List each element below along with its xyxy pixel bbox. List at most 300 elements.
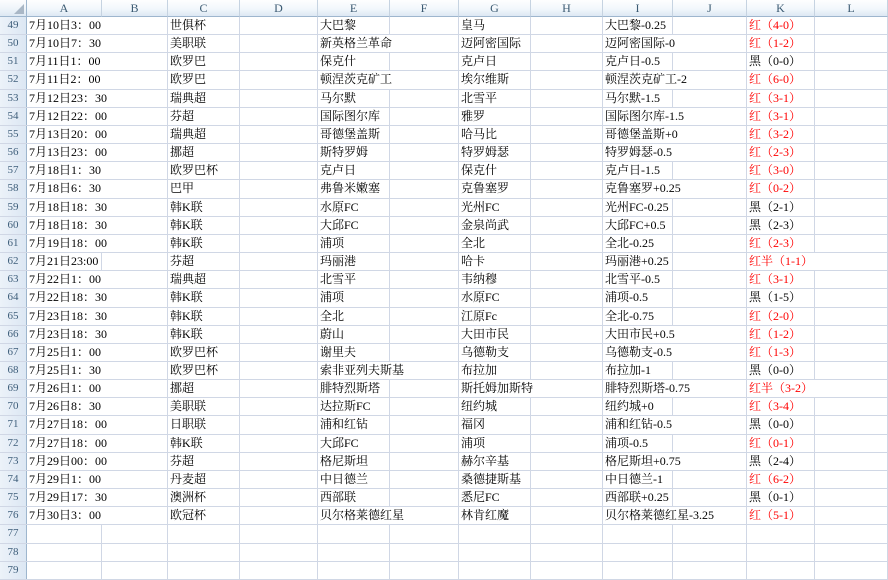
cell-K78[interactable] [747, 544, 815, 561]
cell-F74[interactable] [390, 471, 459, 488]
cell-L58[interactable] [815, 180, 888, 197]
cell-A54[interactable] [27, 108, 108, 125]
cell-I49[interactable] [603, 17, 673, 34]
cell-K75[interactable] [747, 489, 815, 506]
column-header-D[interactable]: D [240, 0, 318, 17]
cell-D51[interactable] [240, 53, 318, 70]
cell-B67[interactable] [102, 344, 168, 361]
cell-G77[interactable] [459, 525, 531, 542]
cell-A50[interactable] [27, 35, 102, 52]
cell-A52[interactable] [27, 71, 102, 88]
cell-K57[interactable] [747, 162, 815, 179]
row-header-50[interactable]: 50 [0, 35, 27, 52]
cell-G58[interactable] [459, 180, 531, 197]
cell-I59[interactable] [603, 199, 673, 216]
cell-E55[interactable] [318, 126, 390, 143]
cell-C77[interactable] [168, 525, 240, 542]
cell-F63[interactable] [390, 271, 459, 288]
column-header-F[interactable]: F [390, 0, 459, 17]
cell-F72[interactable] [390, 435, 459, 452]
cell-G72[interactable] [459, 435, 531, 452]
row-header-55[interactable]: 55 [0, 126, 27, 143]
row-header-62[interactable]: 62 [0, 253, 27, 270]
cell-H76[interactable] [531, 507, 603, 524]
row-header-58[interactable]: 58 [0, 180, 27, 197]
cell-E76[interactable] [318, 507, 405, 524]
cell-I75[interactable] [603, 489, 673, 506]
cell-E61[interactable] [318, 235, 390, 252]
cell-J64[interactable] [673, 289, 747, 306]
cell-G51[interactable] [459, 53, 531, 70]
cell-B68[interactable] [102, 362, 168, 379]
cell-D73[interactable] [240, 453, 318, 470]
cell-L73[interactable] [815, 453, 888, 470]
cell-A71[interactable] [27, 416, 108, 433]
cell-J57[interactable] [673, 162, 747, 179]
cell-J65[interactable] [673, 308, 747, 325]
cell-C75[interactable] [168, 489, 240, 506]
column-header-G[interactable]: G [459, 0, 531, 17]
cell-F66[interactable] [390, 326, 459, 343]
row-header-71[interactable]: 71 [0, 416, 27, 433]
cell-C66[interactable] [168, 326, 240, 343]
cell-A65[interactable] [27, 308, 108, 325]
cell-L64[interactable] [815, 289, 888, 306]
cell-B72[interactable] [102, 435, 168, 452]
cell-D55[interactable] [240, 126, 318, 143]
cell-E69[interactable] [318, 380, 390, 397]
cell-A73[interactable] [27, 453, 108, 470]
row-header-63[interactable]: 63 [0, 271, 27, 288]
cell-H60[interactable] [531, 217, 603, 234]
row-header-69[interactable]: 69 [0, 380, 27, 397]
cell-F70[interactable] [390, 398, 459, 415]
cell-H62[interactable] [531, 253, 603, 270]
cell-G69[interactable] [459, 380, 534, 397]
cell-C52[interactable] [168, 71, 240, 88]
cell-A68[interactable] [27, 362, 102, 379]
cell-G75[interactable] [459, 489, 531, 506]
cell-J78[interactable] [673, 544, 747, 561]
cell-F79[interactable] [390, 562, 459, 579]
cell-L69[interactable] [815, 380, 888, 397]
cell-B51[interactable] [102, 53, 168, 70]
cell-F52[interactable] [390, 71, 459, 88]
cell-A61[interactable] [27, 235, 108, 252]
cell-H58[interactable] [531, 180, 603, 197]
cell-K52[interactable] [747, 71, 815, 88]
cell-A75[interactable] [27, 489, 108, 506]
cell-L75[interactable] [815, 489, 888, 506]
cell-H51[interactable] [531, 53, 603, 70]
cell-C69[interactable] [168, 380, 240, 397]
cell-H61[interactable] [531, 235, 603, 252]
row-header-53[interactable]: 53 [0, 90, 27, 107]
cell-I56[interactable] [603, 144, 673, 161]
cell-G67[interactable] [459, 344, 531, 361]
cell-G68[interactable] [459, 362, 531, 379]
cell-I50[interactable] [603, 35, 673, 52]
cell-B58[interactable] [102, 180, 168, 197]
cell-L49[interactable] [815, 17, 888, 34]
cell-A63[interactable] [27, 271, 102, 288]
cell-C57[interactable] [168, 162, 240, 179]
cell-I78[interactable] [603, 544, 673, 561]
cell-A77[interactable] [27, 525, 102, 542]
cell-L68[interactable] [815, 362, 888, 379]
cell-F56[interactable] [390, 144, 459, 161]
cell-D49[interactable] [240, 17, 318, 34]
row-header-64[interactable]: 64 [0, 289, 27, 306]
cell-J71[interactable] [673, 416, 747, 433]
cell-H79[interactable] [531, 562, 603, 579]
cell-G59[interactable] [459, 199, 531, 216]
cell-I73[interactable] [603, 453, 681, 470]
cell-J62[interactable] [673, 253, 747, 270]
column-header-H[interactable]: H [531, 0, 603, 17]
cell-I65[interactable] [603, 308, 673, 325]
cell-A58[interactable] [27, 180, 102, 197]
cell-K66[interactable] [747, 326, 815, 343]
cell-L79[interactable] [815, 562, 888, 579]
cell-A57[interactable] [27, 162, 102, 179]
cell-J70[interactable] [673, 398, 747, 415]
cell-B66[interactable] [102, 326, 168, 343]
cell-L51[interactable] [815, 53, 888, 70]
cell-J79[interactable] [673, 562, 747, 579]
cell-I79[interactable] [603, 562, 673, 579]
cell-B73[interactable] [102, 453, 168, 470]
cell-H54[interactable] [531, 108, 603, 125]
cell-G71[interactable] [459, 416, 531, 433]
cell-I60[interactable] [603, 217, 673, 234]
row-header-76[interactable]: 76 [0, 507, 27, 524]
row-header-57[interactable]: 57 [0, 162, 27, 179]
cell-F78[interactable] [390, 544, 459, 561]
cell-J77[interactable] [673, 525, 747, 542]
cell-B55[interactable] [102, 126, 168, 143]
cell-A60[interactable] [27, 217, 108, 234]
cell-L62[interactable] [815, 253, 888, 270]
row-header-78[interactable]: 78 [0, 544, 27, 561]
cell-L52[interactable] [815, 71, 888, 88]
cell-L50[interactable] [815, 35, 888, 52]
row-header-49[interactable]: 49 [0, 17, 27, 34]
cell-G53[interactable] [459, 90, 531, 107]
cell-A62[interactable] [27, 253, 102, 270]
cell-B76[interactable] [102, 507, 168, 524]
cell-D75[interactable] [240, 489, 318, 506]
cell-B56[interactable] [102, 144, 168, 161]
cell-H52[interactable] [531, 71, 603, 88]
cell-J60[interactable] [673, 217, 747, 234]
cell-K71[interactable] [747, 416, 815, 433]
cell-H64[interactable] [531, 289, 603, 306]
cell-K55[interactable] [747, 126, 815, 143]
cell-E53[interactable] [318, 90, 390, 107]
cell-D74[interactable] [240, 471, 318, 488]
cell-C49[interactable] [168, 17, 240, 34]
cell-J49[interactable] [673, 17, 747, 34]
cell-E58[interactable] [318, 180, 390, 197]
column-header-I[interactable]: I [603, 0, 673, 17]
cell-J66[interactable] [673, 326, 747, 343]
cell-D58[interactable] [240, 180, 318, 197]
cell-E54[interactable] [318, 108, 390, 125]
cell-H73[interactable] [531, 453, 603, 470]
cell-I77[interactable] [603, 525, 673, 542]
cell-H74[interactable] [531, 471, 603, 488]
cell-H77[interactable] [531, 525, 603, 542]
cell-B60[interactable] [102, 217, 168, 234]
cell-F73[interactable] [390, 453, 459, 470]
cell-I71[interactable] [603, 416, 673, 433]
cell-I74[interactable] [603, 471, 673, 488]
cell-K50[interactable] [747, 35, 815, 52]
cell-A67[interactable] [27, 344, 102, 361]
cell-K68[interactable] [747, 362, 815, 379]
cell-E77[interactable] [318, 525, 390, 542]
cell-L56[interactable] [815, 144, 888, 161]
cell-A49[interactable] [27, 17, 102, 34]
cell-I70[interactable] [603, 398, 673, 415]
column-header-J[interactable]: J [673, 0, 747, 17]
cell-H50[interactable] [531, 35, 603, 52]
cell-K69[interactable] [747, 380, 815, 397]
cell-H68[interactable] [531, 362, 603, 379]
cell-F67[interactable] [390, 344, 459, 361]
cell-L60[interactable] [815, 217, 888, 234]
cell-E62[interactable] [318, 253, 390, 270]
cell-E52[interactable] [318, 71, 393, 88]
cell-H57[interactable] [531, 162, 603, 179]
cell-K62[interactable] [747, 253, 815, 270]
cell-J73[interactable] [673, 453, 747, 470]
cell-L76[interactable] [815, 507, 888, 524]
cell-E65[interactable] [318, 308, 390, 325]
cell-C64[interactable] [168, 289, 240, 306]
cell-J75[interactable] [673, 489, 747, 506]
cell-C79[interactable] [168, 562, 240, 579]
cell-I67[interactable] [603, 344, 673, 361]
cell-H67[interactable] [531, 344, 603, 361]
row-header-73[interactable]: 73 [0, 453, 27, 470]
cell-B49[interactable] [102, 17, 168, 34]
cell-C59[interactable] [168, 199, 240, 216]
cell-B63[interactable] [102, 271, 168, 288]
cell-I69[interactable] [603, 380, 690, 397]
cell-F53[interactable] [390, 90, 459, 107]
cell-L77[interactable] [815, 525, 888, 542]
cell-F58[interactable] [390, 180, 459, 197]
cell-A74[interactable] [27, 471, 102, 488]
cell-I52[interactable] [603, 71, 687, 88]
row-header-67[interactable]: 67 [0, 344, 27, 361]
cell-K49[interactable] [747, 17, 815, 34]
cell-E63[interactable] [318, 271, 390, 288]
cell-I64[interactable] [603, 289, 673, 306]
cell-D67[interactable] [240, 344, 318, 361]
cell-K67[interactable] [747, 344, 815, 361]
cell-D76[interactable] [240, 507, 318, 524]
cell-I54[interactable] [603, 108, 684, 125]
cell-H69[interactable] [531, 380, 603, 397]
cell-C54[interactable] [168, 108, 240, 125]
cell-B71[interactable] [102, 416, 168, 433]
cell-K65[interactable] [747, 308, 815, 325]
cell-K76[interactable] [747, 507, 815, 524]
cell-C53[interactable] [168, 90, 240, 107]
cell-E64[interactable] [318, 289, 390, 306]
cell-D65[interactable] [240, 308, 318, 325]
cell-J51[interactable] [673, 53, 747, 70]
cell-E68[interactable] [318, 362, 405, 379]
cell-D68[interactable] [240, 362, 318, 379]
cell-D59[interactable] [240, 199, 318, 216]
cell-G55[interactable] [459, 126, 531, 143]
cell-J72[interactable] [673, 435, 747, 452]
cell-A79[interactable] [27, 562, 102, 579]
cell-I66[interactable] [603, 326, 673, 343]
cell-J53[interactable] [673, 90, 747, 107]
cell-I68[interactable] [603, 362, 673, 379]
cell-D64[interactable] [240, 289, 318, 306]
cell-G63[interactable] [459, 271, 531, 288]
cell-L70[interactable] [815, 398, 888, 415]
cell-C76[interactable] [168, 507, 240, 524]
cell-B61[interactable] [102, 235, 168, 252]
cell-I53[interactable] [603, 90, 673, 107]
cell-K74[interactable] [747, 471, 815, 488]
cell-L66[interactable] [815, 326, 888, 343]
cell-G64[interactable] [459, 289, 531, 306]
cell-D61[interactable] [240, 235, 318, 252]
cell-A51[interactable] [27, 53, 102, 70]
cell-C73[interactable] [168, 453, 240, 470]
cell-C56[interactable] [168, 144, 240, 161]
cell-B78[interactable] [102, 544, 168, 561]
cell-B57[interactable] [102, 162, 168, 179]
cell-C58[interactable] [168, 180, 240, 197]
cell-D66[interactable] [240, 326, 318, 343]
cell-D60[interactable] [240, 217, 318, 234]
cell-H72[interactable] [531, 435, 603, 452]
cell-E57[interactable] [318, 162, 390, 179]
cell-F50[interactable] [390, 35, 459, 52]
cell-B64[interactable] [102, 289, 168, 306]
cell-B74[interactable] [102, 471, 168, 488]
cell-K59[interactable] [747, 199, 815, 216]
cell-C68[interactable] [168, 362, 240, 379]
cell-L57[interactable] [815, 162, 888, 179]
cell-K56[interactable] [747, 144, 815, 161]
cell-J68[interactable] [673, 362, 747, 379]
cell-G70[interactable] [459, 398, 531, 415]
cell-F69[interactable] [390, 380, 459, 397]
cell-B59[interactable] [102, 199, 168, 216]
cell-C55[interactable] [168, 126, 240, 143]
cell-J50[interactable] [673, 35, 747, 52]
cell-H53[interactable] [531, 90, 603, 107]
cell-F59[interactable] [390, 199, 459, 216]
cell-E66[interactable] [318, 326, 390, 343]
cell-B69[interactable] [102, 380, 168, 397]
cell-D79[interactable] [240, 562, 318, 579]
cell-A76[interactable] [27, 507, 102, 524]
cell-L61[interactable] [815, 235, 888, 252]
cell-C63[interactable] [168, 271, 240, 288]
cell-D71[interactable] [240, 416, 318, 433]
cell-G73[interactable] [459, 453, 531, 470]
cell-H70[interactable] [531, 398, 603, 415]
cell-H59[interactable] [531, 199, 603, 216]
cell-G57[interactable] [459, 162, 531, 179]
cell-G52[interactable] [459, 71, 531, 88]
cell-E73[interactable] [318, 453, 390, 470]
cell-I63[interactable] [603, 271, 673, 288]
cell-G74[interactable] [459, 471, 531, 488]
cell-E70[interactable] [318, 398, 390, 415]
column-header-K[interactable]: K [747, 0, 815, 17]
cell-E78[interactable] [318, 544, 390, 561]
cell-E72[interactable] [318, 435, 390, 452]
cell-A55[interactable] [27, 126, 108, 143]
cell-L65[interactable] [815, 308, 888, 325]
cell-B79[interactable] [102, 562, 168, 579]
row-header-56[interactable]: 56 [0, 144, 27, 161]
row-header-52[interactable]: 52 [0, 71, 27, 88]
cell-K61[interactable] [747, 235, 815, 252]
cell-E56[interactable] [318, 144, 390, 161]
cell-D54[interactable] [240, 108, 318, 125]
cell-I72[interactable] [603, 435, 673, 452]
cell-L72[interactable] [815, 435, 888, 452]
cell-H56[interactable] [531, 144, 603, 161]
cell-I62[interactable] [603, 253, 673, 270]
cell-L55[interactable] [815, 126, 888, 143]
cell-E50[interactable] [318, 35, 393, 52]
cell-H75[interactable] [531, 489, 603, 506]
cell-K63[interactable] [747, 271, 815, 288]
cell-K70[interactable] [747, 398, 815, 415]
select-all-corner[interactable] [0, 0, 27, 17]
cell-G65[interactable] [459, 308, 531, 325]
cell-C70[interactable] [168, 398, 240, 415]
cell-H49[interactable] [531, 17, 603, 34]
cell-G54[interactable] [459, 108, 531, 125]
cell-C72[interactable] [168, 435, 240, 452]
cell-G66[interactable] [459, 326, 531, 343]
cell-J67[interactable] [673, 344, 747, 361]
cell-E67[interactable] [318, 344, 390, 361]
cell-C50[interactable] [168, 35, 240, 52]
column-header-L[interactable]: L [815, 0, 888, 17]
cell-B65[interactable] [102, 308, 168, 325]
cell-A64[interactable] [27, 289, 108, 306]
row-header-72[interactable]: 72 [0, 435, 27, 452]
cell-K60[interactable] [747, 217, 815, 234]
cell-J55[interactable] [673, 126, 747, 143]
cell-I76[interactable] [603, 507, 714, 524]
cell-F55[interactable] [390, 126, 459, 143]
row-header-59[interactable]: 59 [0, 199, 27, 216]
cell-H55[interactable] [531, 126, 603, 143]
cell-B50[interactable] [102, 35, 168, 52]
row-header-61[interactable]: 61 [0, 235, 27, 252]
cell-B77[interactable] [102, 525, 168, 542]
cell-E74[interactable] [318, 471, 390, 488]
column-header-A[interactable]: A [27, 0, 102, 17]
